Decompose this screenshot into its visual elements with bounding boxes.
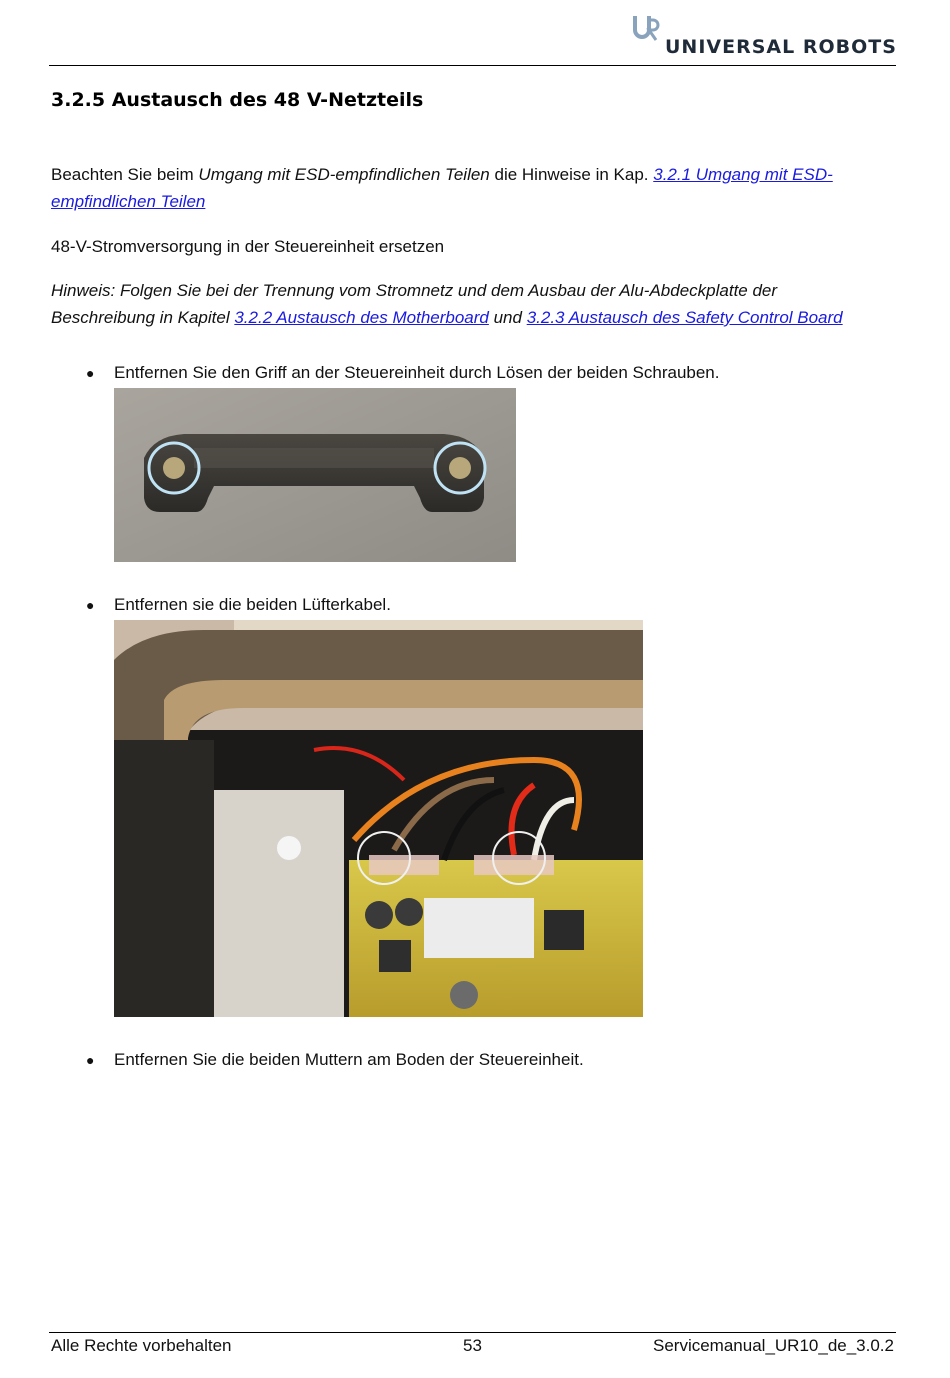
step-3-text: Entfernen Sie die beiden Muttern am Boden der Steuereinheit.: [114, 1050, 584, 1069]
step-1-text: Entfernen Sie den Griff an der Steuereinheit durch Lösen der beiden Schrauben.: [114, 363, 720, 382]
note-conjunction: und: [488, 308, 527, 327]
step-2-text: Entfernen sie die beiden Lüfterkabel.: [114, 595, 391, 614]
intro-paragraph: [51, 161, 833, 215]
intro-prefix: Beachten Sie beim: [51, 165, 199, 184]
bullet-icon: ●: [86, 365, 95, 381]
esd-link-continued[interactable]: empfindlichen Teilen: [51, 192, 206, 211]
note-line-2-prefix: Beschreibung in Kapitel: [51, 308, 235, 327]
ur-logo-mark-icon: [633, 14, 663, 44]
safety-control-board-link[interactable]: 3.2.3 Austausch des Safety Control Board: [526, 308, 843, 327]
motherboard-link[interactable]: 3.2.2 Austausch des Motherboard: [234, 308, 489, 327]
footer-document-id: Servicemanual_UR10_de_3.0.2: [653, 1336, 894, 1355]
bullet-icon: ●: [86, 1052, 95, 1068]
logo-text: UNIVERSAL ROBOTS: [665, 36, 897, 58]
footer-page-number: 53: [463, 1336, 482, 1355]
section-title: 3.2.5 Austausch des 48 V-Netzteils: [51, 89, 424, 111]
bullet-icon: ●: [86, 597, 95, 613]
fan-cable-photo: [114, 620, 643, 1017]
intro-middle: die Hinweise in Kap.: [489, 165, 654, 184]
note-paragraph: [51, 277, 843, 331]
universal-robots-logo: [633, 14, 897, 60]
note-line-1: Hinweis: Folgen Sie bei der Trennung vom Stromnetz und dem Ausbau der Alu-Abdeckplatte der: [51, 281, 778, 300]
subheading: 48-V-Stromversorgung in der Steuereinheit ersetzen: [51, 237, 445, 256]
intro-italic: Umgang mit ESD-empfindlichen Teilen: [198, 165, 490, 184]
esd-link[interactable]: 3.2.1 Umgang mit ESD-: [653, 165, 833, 184]
header-divider: [49, 65, 896, 66]
handle-photo: [114, 388, 516, 562]
footer-divider: [49, 1332, 896, 1333]
footer-rights: Alle Rechte vorbehalten: [51, 1336, 232, 1355]
